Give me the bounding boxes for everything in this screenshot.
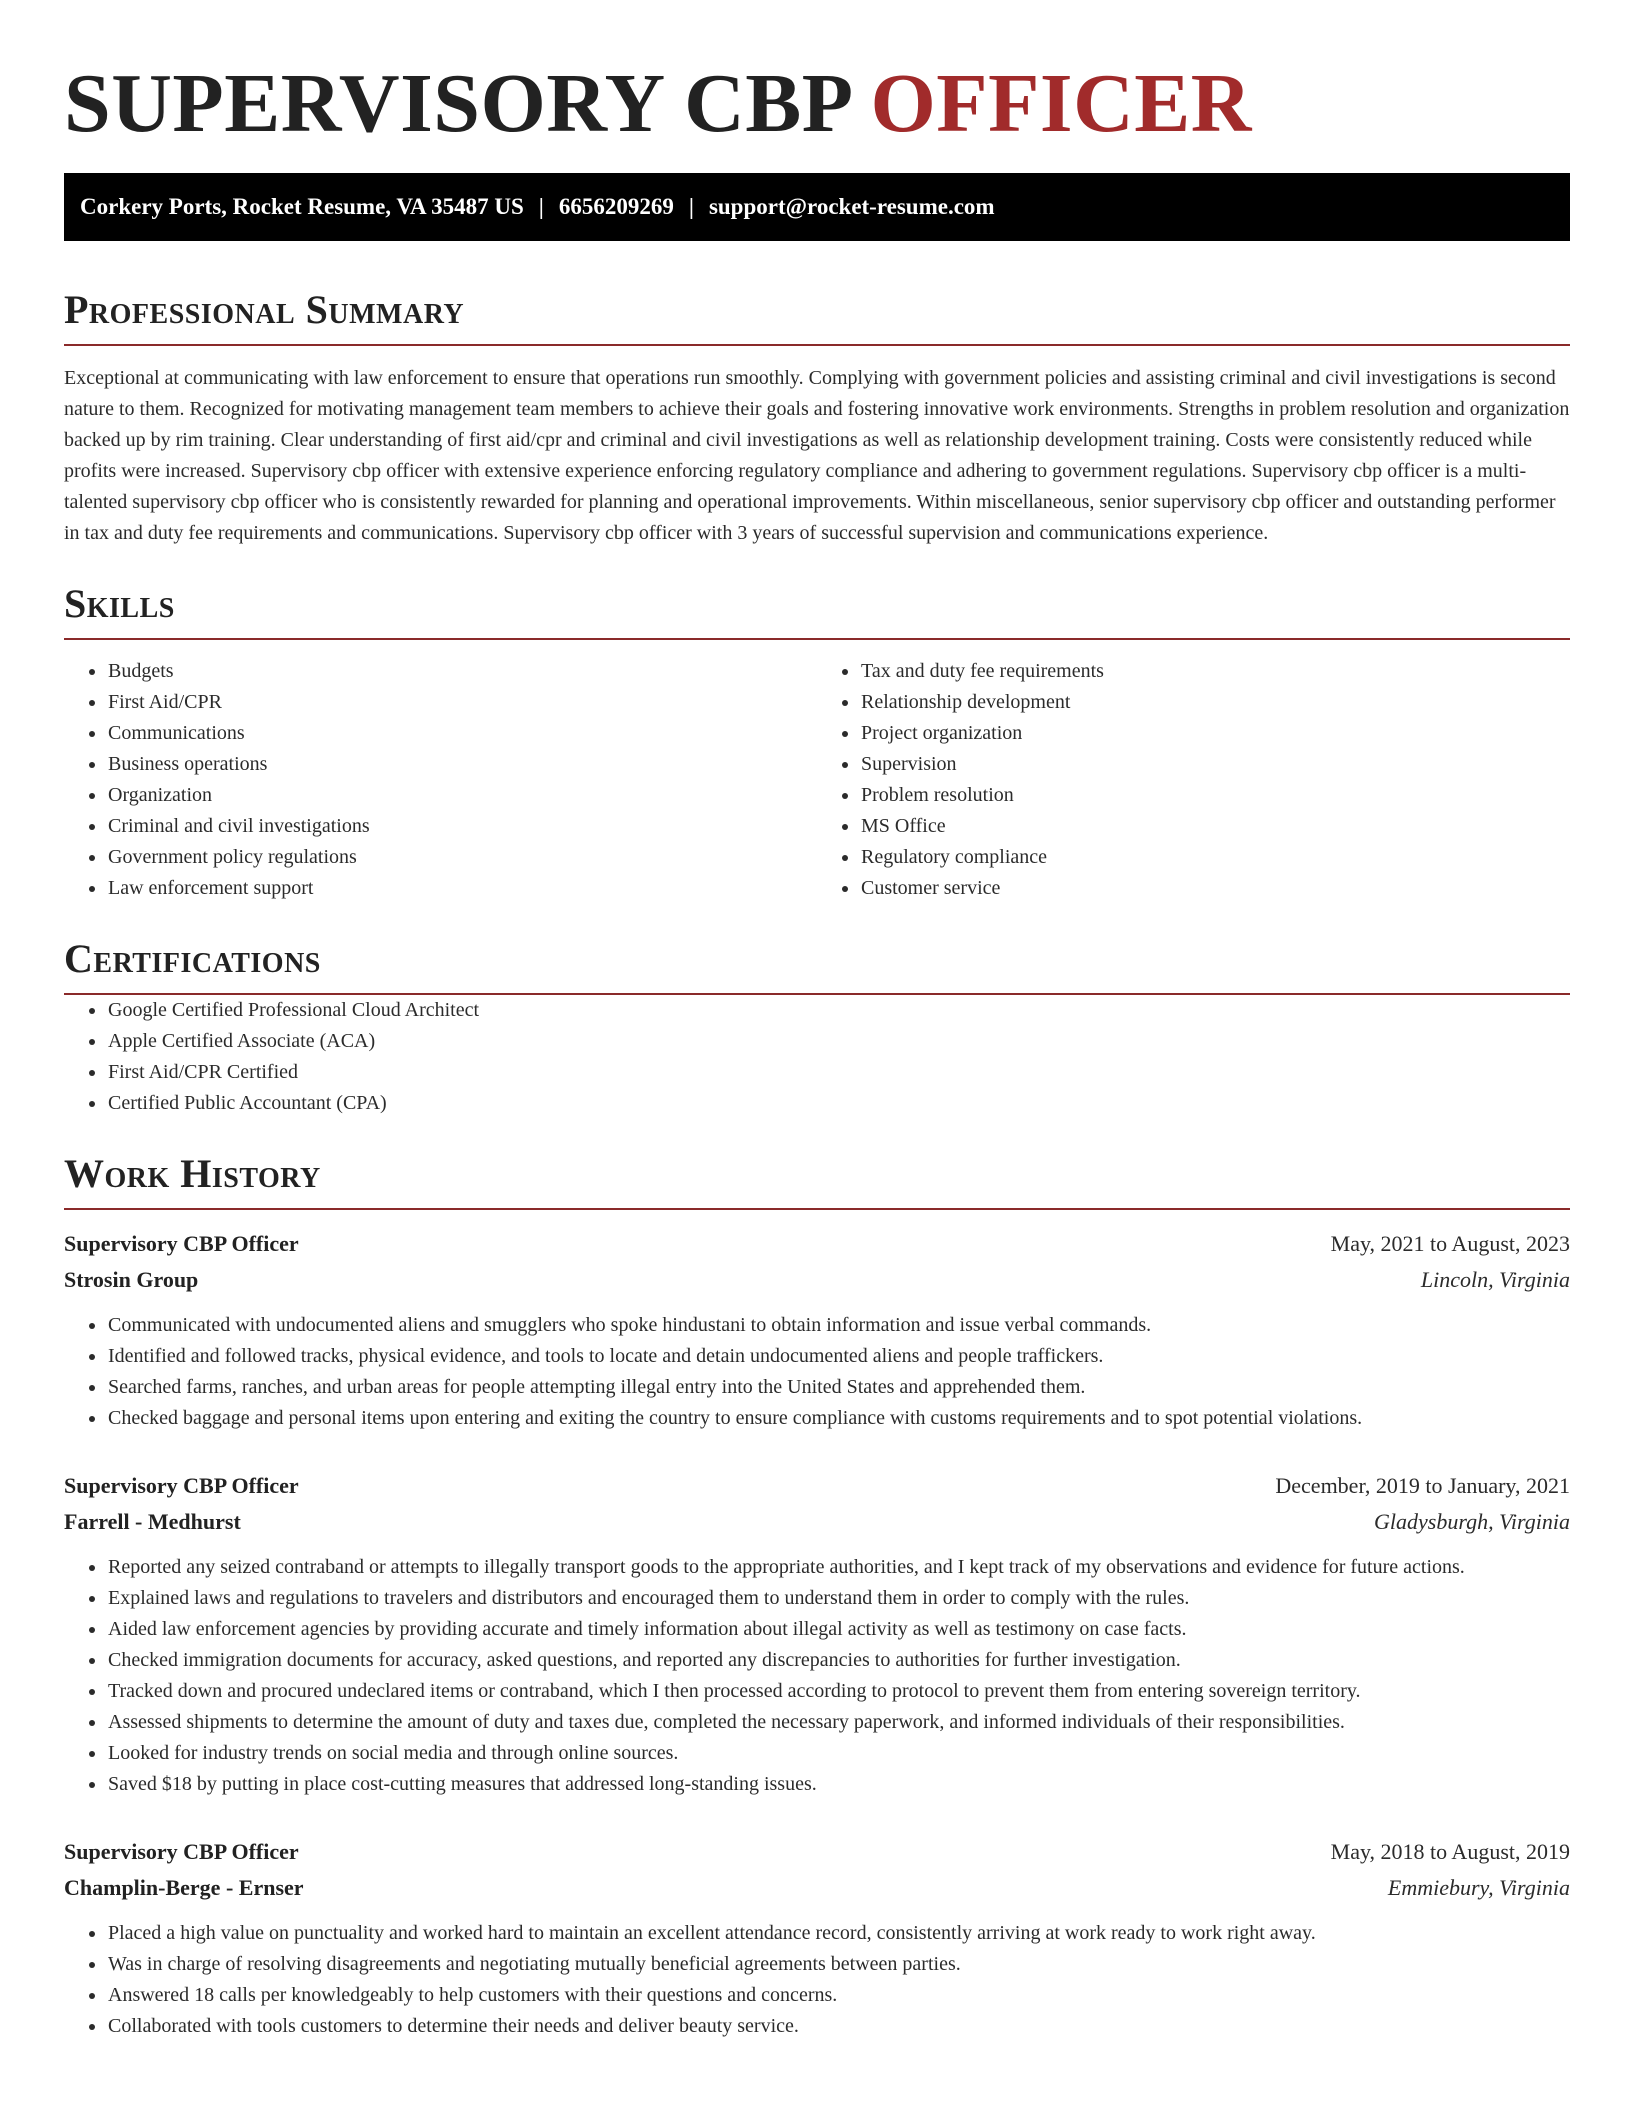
contact-bar <box>64 173 1570 241</box>
contact-address: Corkery Ports, Rocket Resume, VA 35487 US <box>80 194 524 219</box>
job-bullet: • Explained laws and regulations to travelers and distributors and encouraged them to understand them in order to comply with the rules. <box>107 1583 1570 1614</box>
job-company: Champlin-Berge - Ernser <box>64 1875 304 1900</box>
job-bullet: • Communicated with undocumented aliens and smugglers who spoke hindustani to obtain information and issue verbal commands. <box>107 1310 1570 1341</box>
job-bullet: • Checked immigration documents for accuracy, asked questions, and reported any discrepancies to authorities for further investigation. <box>107 1645 1570 1676</box>
name-part-2: OFFICER <box>870 57 1252 150</box>
job-title: Supervisory CBP Officer <box>64 1231 299 1256</box>
job-bullet: • Searched farms, ranches, and urban areas for people attempting illegal entry into the United States and apprehended them. <box>107 1372 1570 1403</box>
job-bullet: • Saved $18 by putting in place cost-cutting measures that addressed long-standing issues. <box>107 1769 1570 1800</box>
job-title: Supervisory CBP Officer <box>64 1473 299 1498</box>
certifications-section <box>64 935 1570 1119</box>
skill-item: • Relationship development <box>860 687 1570 718</box>
job-bullet: • Reported any seized contraband or attempts to illegally transport goods to the appropriate authorities, and I kept track of my observations and evidence for future actions. <box>107 1552 1570 1583</box>
work-history-section <box>64 1150 1570 2042</box>
job-header-row <box>64 1468 1570 1504</box>
skills-list-left <box>64 656 817 904</box>
job-bullet: • Looked for industry trends on social media and through online sources. <box>107 1738 1570 1769</box>
work-history-heading: Work History <box>64 1151 321 1196</box>
job-header-row <box>64 1834 1570 1870</box>
job-dates: December, 2019 to January, 2021 <box>1275 1473 1570 1498</box>
job-company: Farrell - Medhurst <box>64 1509 241 1534</box>
skills-section <box>64 580 1570 904</box>
skills-heading: Skills <box>64 581 175 626</box>
job-dates: May, 2021 to August, 2023 <box>1330 1231 1570 1256</box>
contact-email[interactable]: support@rocket-resume.com <box>708 194 995 219</box>
skill-item: • Supervision <box>860 749 1570 780</box>
job-company-row <box>64 1504 1570 1540</box>
job-company: Strosin Group <box>64 1267 199 1292</box>
job-header-row <box>64 1226 1570 1262</box>
job-bullet: • Aided law enforcement agencies by providing accurate and timely information about illegal activity as well as testimony on case facts. <box>107 1614 1570 1645</box>
skill-item: • Communications <box>107 718 817 749</box>
job-company-row <box>64 1870 1570 1906</box>
skill-item: • Business operations <box>107 749 817 780</box>
certification-item: • First Aid/CPR Certified <box>107 1057 1570 1088</box>
job-bullet: • Was in charge of resolving disagreements and negotiating mutually beneficial agreements between parties. <box>107 1949 1570 1980</box>
contact-separator: | <box>538 194 544 219</box>
summary-text: Exceptional at communicating with law enforcement to ensure that operations run smoothly. Complying with government policies and assisting criminal and civil investigations is second nature to them. Recognized for motivating management team members to achieve their goals and fostering innovative work environments. Strengths in problem resolution and organization backed up by rim training. Clear understanding of first aid/cpr and criminal and civil investigations as well as relationship development training. Costs were consistently reduced while profits were increased. Supervisory cbp officer with extensive experience enforcing regulatory compliance and adhering to government regulations. Supervisory cbp officer is a multi-talented supervisory cbp officer who is consistently rewarded for planning and operational improvements. Within miscellaneous, senior supervisory cbp officer and outstanding performer in tax and duty fee requirements and communications. Supervisory cbp officer with 3 years of successful supervision and communications experience. <box>64 367 1570 544</box>
skill-item: • Regulatory compliance <box>860 842 1570 873</box>
resume-content <box>64 0 1570 2042</box>
job-bullets <box>64 1918 1570 2042</box>
skill-item: • Problem resolution <box>860 780 1570 811</box>
skill-item: • Criminal and civil investigations <box>107 811 817 842</box>
name-part-1: SUPERVISORY CBP <box>64 57 849 150</box>
skill-item: • Government policy regulations <box>107 842 817 873</box>
job-bullet: • Collaborated with tools customers to determine their needs and deliver beauty service. <box>107 2011 1570 2042</box>
job-bullets <box>64 1552 1570 1800</box>
skill-item: • Law enforcement support <box>107 873 817 904</box>
job-bullet: • Identified and followed tracks, physical evidence, and tools to locate and detain undocumented aliens and people traffickers. <box>107 1341 1570 1372</box>
contact-separator: | <box>688 194 694 219</box>
jobs-list <box>64 1226 1570 2042</box>
section-divider <box>64 1208 1570 1210</box>
skills-columns <box>64 656 1570 904</box>
job-bullets <box>64 1310 1570 1434</box>
section-divider <box>64 638 1570 640</box>
job-bullet: • Placed a high value on punctuality and worked hard to maintain an excellent attendance record, consistently arriving at work ready to work right away. <box>107 1918 1570 1949</box>
job-dates: May, 2018 to August, 2019 <box>1330 1839 1570 1864</box>
skill-item: • Budgets <box>107 656 817 687</box>
certification-item: • Certified Public Accountant (CPA) <box>107 1088 1570 1119</box>
certification-item: • Google Certified Professional Cloud Architect <box>107 995 1570 1026</box>
job-entry <box>64 1834 1570 2042</box>
job-bullet: • Answered 18 calls per knowledgeably to help customers with their questions and concerns. <box>107 1980 1570 2011</box>
job-entry <box>64 1226 1570 1434</box>
job-entry <box>64 1468 1570 1800</box>
skill-item: • Tax and duty fee requirements <box>860 656 1570 687</box>
skill-item: • Customer service <box>860 873 1570 904</box>
job-company-row <box>64 1262 1570 1298</box>
section-divider <box>64 344 1570 346</box>
job-location: Emmiebury, Virginia <box>1387 1875 1570 1900</box>
certification-item: • Apple Certified Associate (ACA) <box>107 1026 1570 1057</box>
job-bullet: • Checked baggage and personal items upon entering and exiting the country to ensure compliance with customs requirements and to spot potential violations. <box>107 1403 1570 1434</box>
summary-heading: Professional Summary <box>64 287 465 332</box>
certifications-heading: Certifications <box>64 936 321 981</box>
resume-name <box>64 0 1570 150</box>
job-bullet: • Assessed shipments to determine the amount of duty and taxes due, completed the necessary paperwork, and informed individuals of their responsibilities. <box>107 1707 1570 1738</box>
job-location: Lincoln, Virginia <box>1420 1267 1570 1292</box>
summary-section <box>64 286 1570 549</box>
job-bullet: • Tracked down and procured undeclared items or contraband, which I then processed according to protocol to prevent them from entering sovereign territory. <box>107 1676 1570 1707</box>
job-title: Supervisory CBP Officer <box>64 1839 299 1864</box>
skills-list-right <box>817 656 1570 904</box>
contact-phone: 6656209269 <box>558 194 674 219</box>
skill-item: • Project organization <box>860 718 1570 749</box>
skill-item: • Organization <box>107 780 817 811</box>
skill-item: • MS Office <box>860 811 1570 842</box>
job-location: Gladysburgh, Virginia <box>1374 1509 1570 1534</box>
skill-item: • First Aid/CPR <box>107 687 817 718</box>
certifications-list <box>64 995 1570 1119</box>
